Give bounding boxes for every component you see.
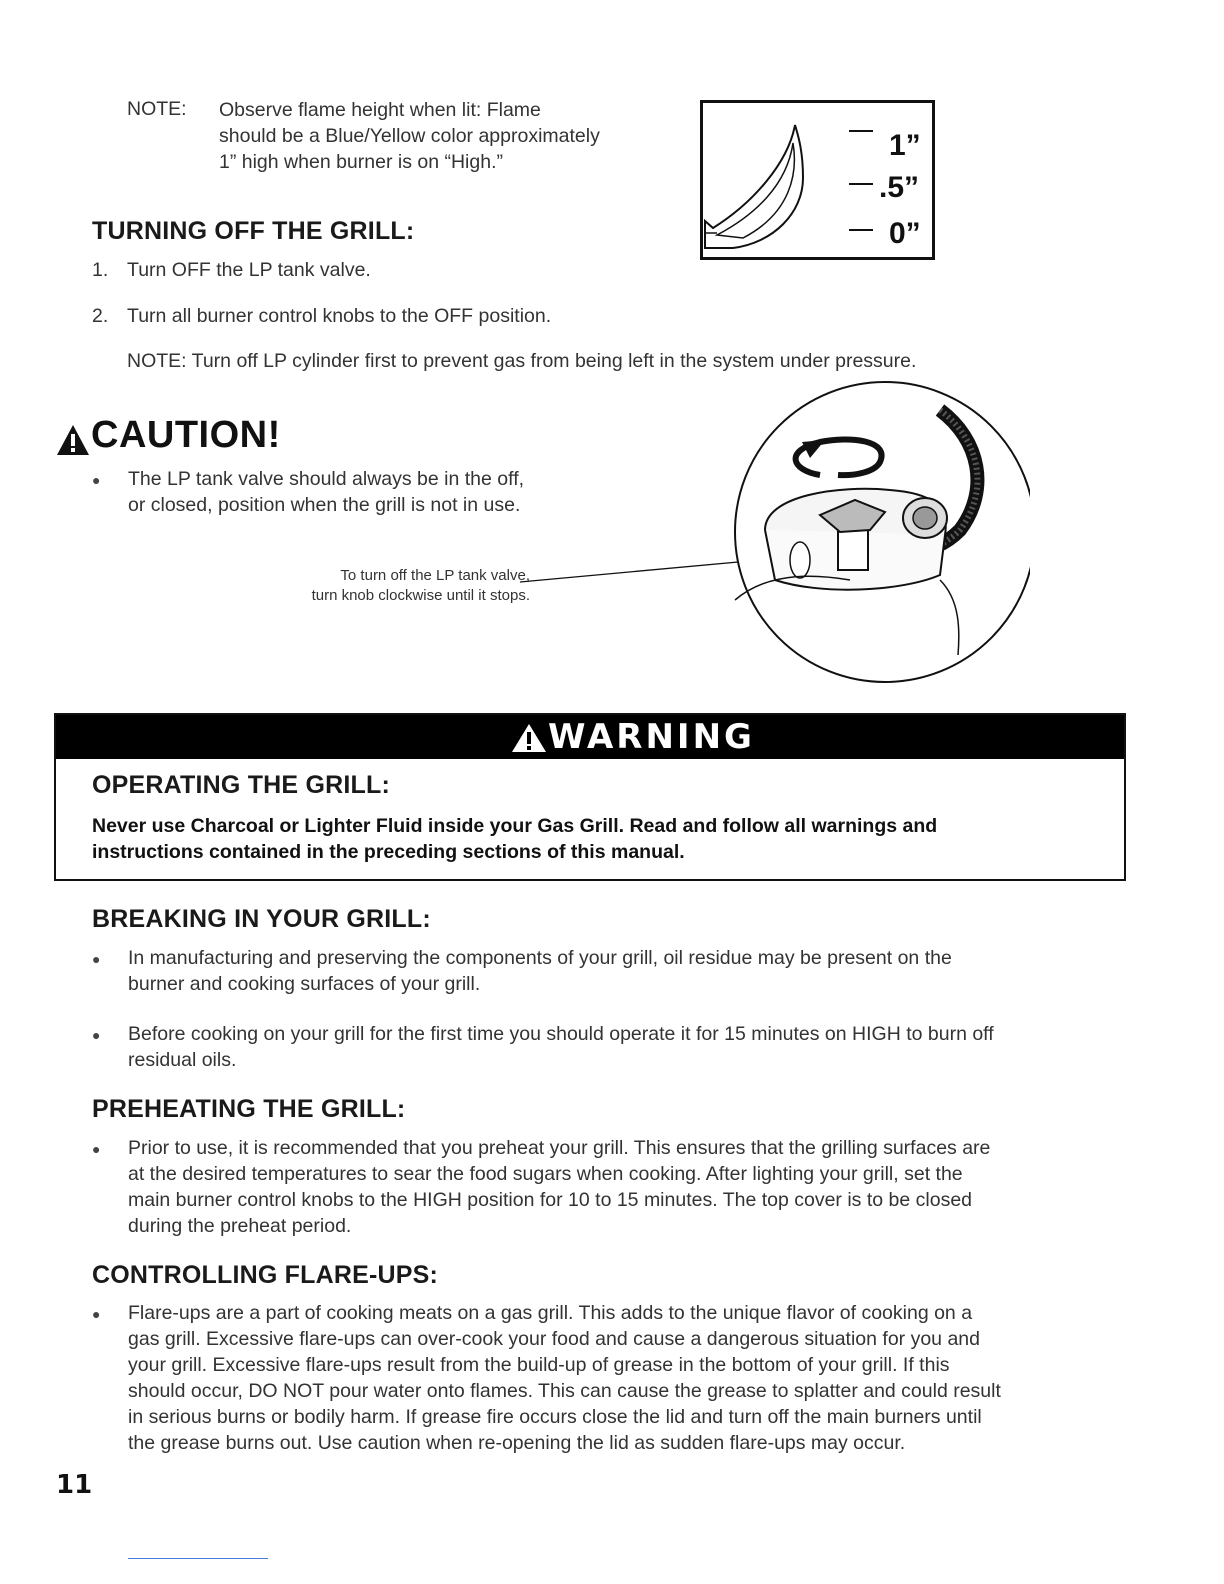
lp-tank-valve-illustration — [520, 380, 1030, 690]
warning-line: Never use Charcoal or Lighter Fluid inside your Gas Grill. Read and follow all warnings and — [92, 815, 938, 837]
note-line: 1” high when burner is on “High.” — [219, 151, 503, 173]
bullet-line: Flare-ups are a part of cooking meats on a gas grill. This adds to the unique flavor of cooking on a — [128, 1302, 973, 1324]
breaking-in-bullet — [92, 945, 952, 997]
bullet-dot: ● — [92, 951, 101, 967]
bullet-line: residual oils. — [128, 1049, 237, 1071]
bullet-line: in serious burns or bodily harm. If grease fire occurs close the lid and turn off the main burners until — [128, 1406, 982, 1428]
turning-off-note: NOTE: Turn off LP cylinder first to prevent gas from being left in the system under pressure. — [127, 350, 917, 372]
caption-line: turn knob clockwise until it stops. — [311, 587, 530, 604]
caption-line: To turn off the LP tank valve, — [340, 567, 530, 584]
warning-box — [54, 713, 1126, 881]
gauge-tick — [849, 229, 873, 231]
warning-body — [92, 813, 937, 865]
flareups-bullet — [92, 1300, 1001, 1456]
preheating-heading: PREHEATING THE GRILL: — [92, 1095, 406, 1123]
caution-line: The LP tank valve should always be in the off, — [128, 468, 525, 490]
bullet-dot: ● — [92, 1141, 101, 1157]
note-text — [219, 97, 600, 175]
turning-off-heading: TURNING OFF THE GRILL: — [92, 217, 415, 245]
bullet-line: main burner control knobs to the HIGH position for 10 to 15 minutes. The top cover is to be closed — [128, 1189, 973, 1211]
bullet-line: during the preheat period. — [128, 1215, 352, 1237]
flame-illustration — [703, 103, 833, 257]
gauge-label-1in: 1” — [889, 129, 921, 162]
bullet-line: at the desired temperatures to sear the food sugars when cooking. After lighting your grill, set the — [128, 1163, 963, 1185]
caution-title: CAUTION! — [91, 414, 281, 456]
note-label: NOTE: — [127, 98, 187, 120]
operating-heading: OPERATING THE GRILL: — [92, 771, 390, 799]
flame-height-diagram — [700, 100, 935, 260]
bullet-line: the grease burns out. Use caution when re-opening the lid as sudden flare-ups may occur. — [128, 1432, 906, 1454]
step-text: Turn OFF the LP tank valve. — [127, 259, 371, 281]
breaking-in-bullet — [92, 1021, 994, 1073]
gauge-tick — [849, 130, 873, 132]
caution-bullet — [92, 466, 524, 518]
turning-off-step — [92, 303, 552, 329]
gauge-tick — [849, 183, 873, 185]
preheating-bullet — [92, 1135, 990, 1239]
warning-banner — [56, 715, 1124, 759]
bullet-line: Before cooking on your grill for the first time you should operate it for 15 minutes on HIGH to burn off — [128, 1023, 994, 1045]
gauge-label-0in: 0” — [889, 217, 921, 250]
note-line: Observe flame height when lit: Flame — [219, 99, 541, 121]
warning-title: WARNING — [548, 717, 755, 757]
note-line: should be a Blue/Yellow color approximately — [219, 125, 600, 147]
step-text: Turn all burner control knobs to the OFF position. — [127, 305, 552, 327]
caution-line: or closed, position when the grill is not in use. — [128, 494, 521, 516]
tank-valve-caption — [230, 566, 530, 606]
flareups-heading: CONTROLLING FLARE-UPS: — [92, 1261, 439, 1289]
caution-triangle-icon — [56, 424, 90, 456]
bullet-line: gas grill. Excessive flare-ups can over-cook your food and cause a dangerous situation for you and — [128, 1328, 980, 1350]
warning-triangle-icon — [511, 723, 547, 753]
breaking-in-heading: BREAKING IN YOUR GRILL: — [92, 905, 431, 933]
bullet-line: Prior to use, it is recommended that you preheat your grill. This ensures that the grilling surfaces are — [128, 1137, 991, 1159]
page-number: 11 — [56, 1470, 93, 1500]
step-number: 2. — [92, 305, 109, 327]
bullet-line: your grill. Excessive flare-ups result from the build-up of grease in the bottom of your grill. If this — [128, 1354, 950, 1376]
bullet-line: should occur, DO NOT pour water onto flames. This can cause the grease to splatter and could result — [128, 1380, 1001, 1402]
bullet-dot: ● — [92, 472, 101, 488]
gauge-label-half-in: .5” — [879, 171, 920, 204]
bullet-line: burner and cooking surfaces of your grill. — [128, 973, 481, 995]
bullet-line: In manufacturing and preserving the components of your grill, oil residue may be present on the — [128, 947, 952, 969]
footer-rule — [128, 1558, 268, 1559]
bullet-dot: ● — [92, 1306, 101, 1322]
warning-line: instructions contained in the preceding sections of this manual. — [92, 841, 685, 863]
bullet-dot: ● — [92, 1027, 101, 1043]
turning-off-step — [92, 257, 371, 283]
step-number: 1. — [92, 259, 109, 281]
